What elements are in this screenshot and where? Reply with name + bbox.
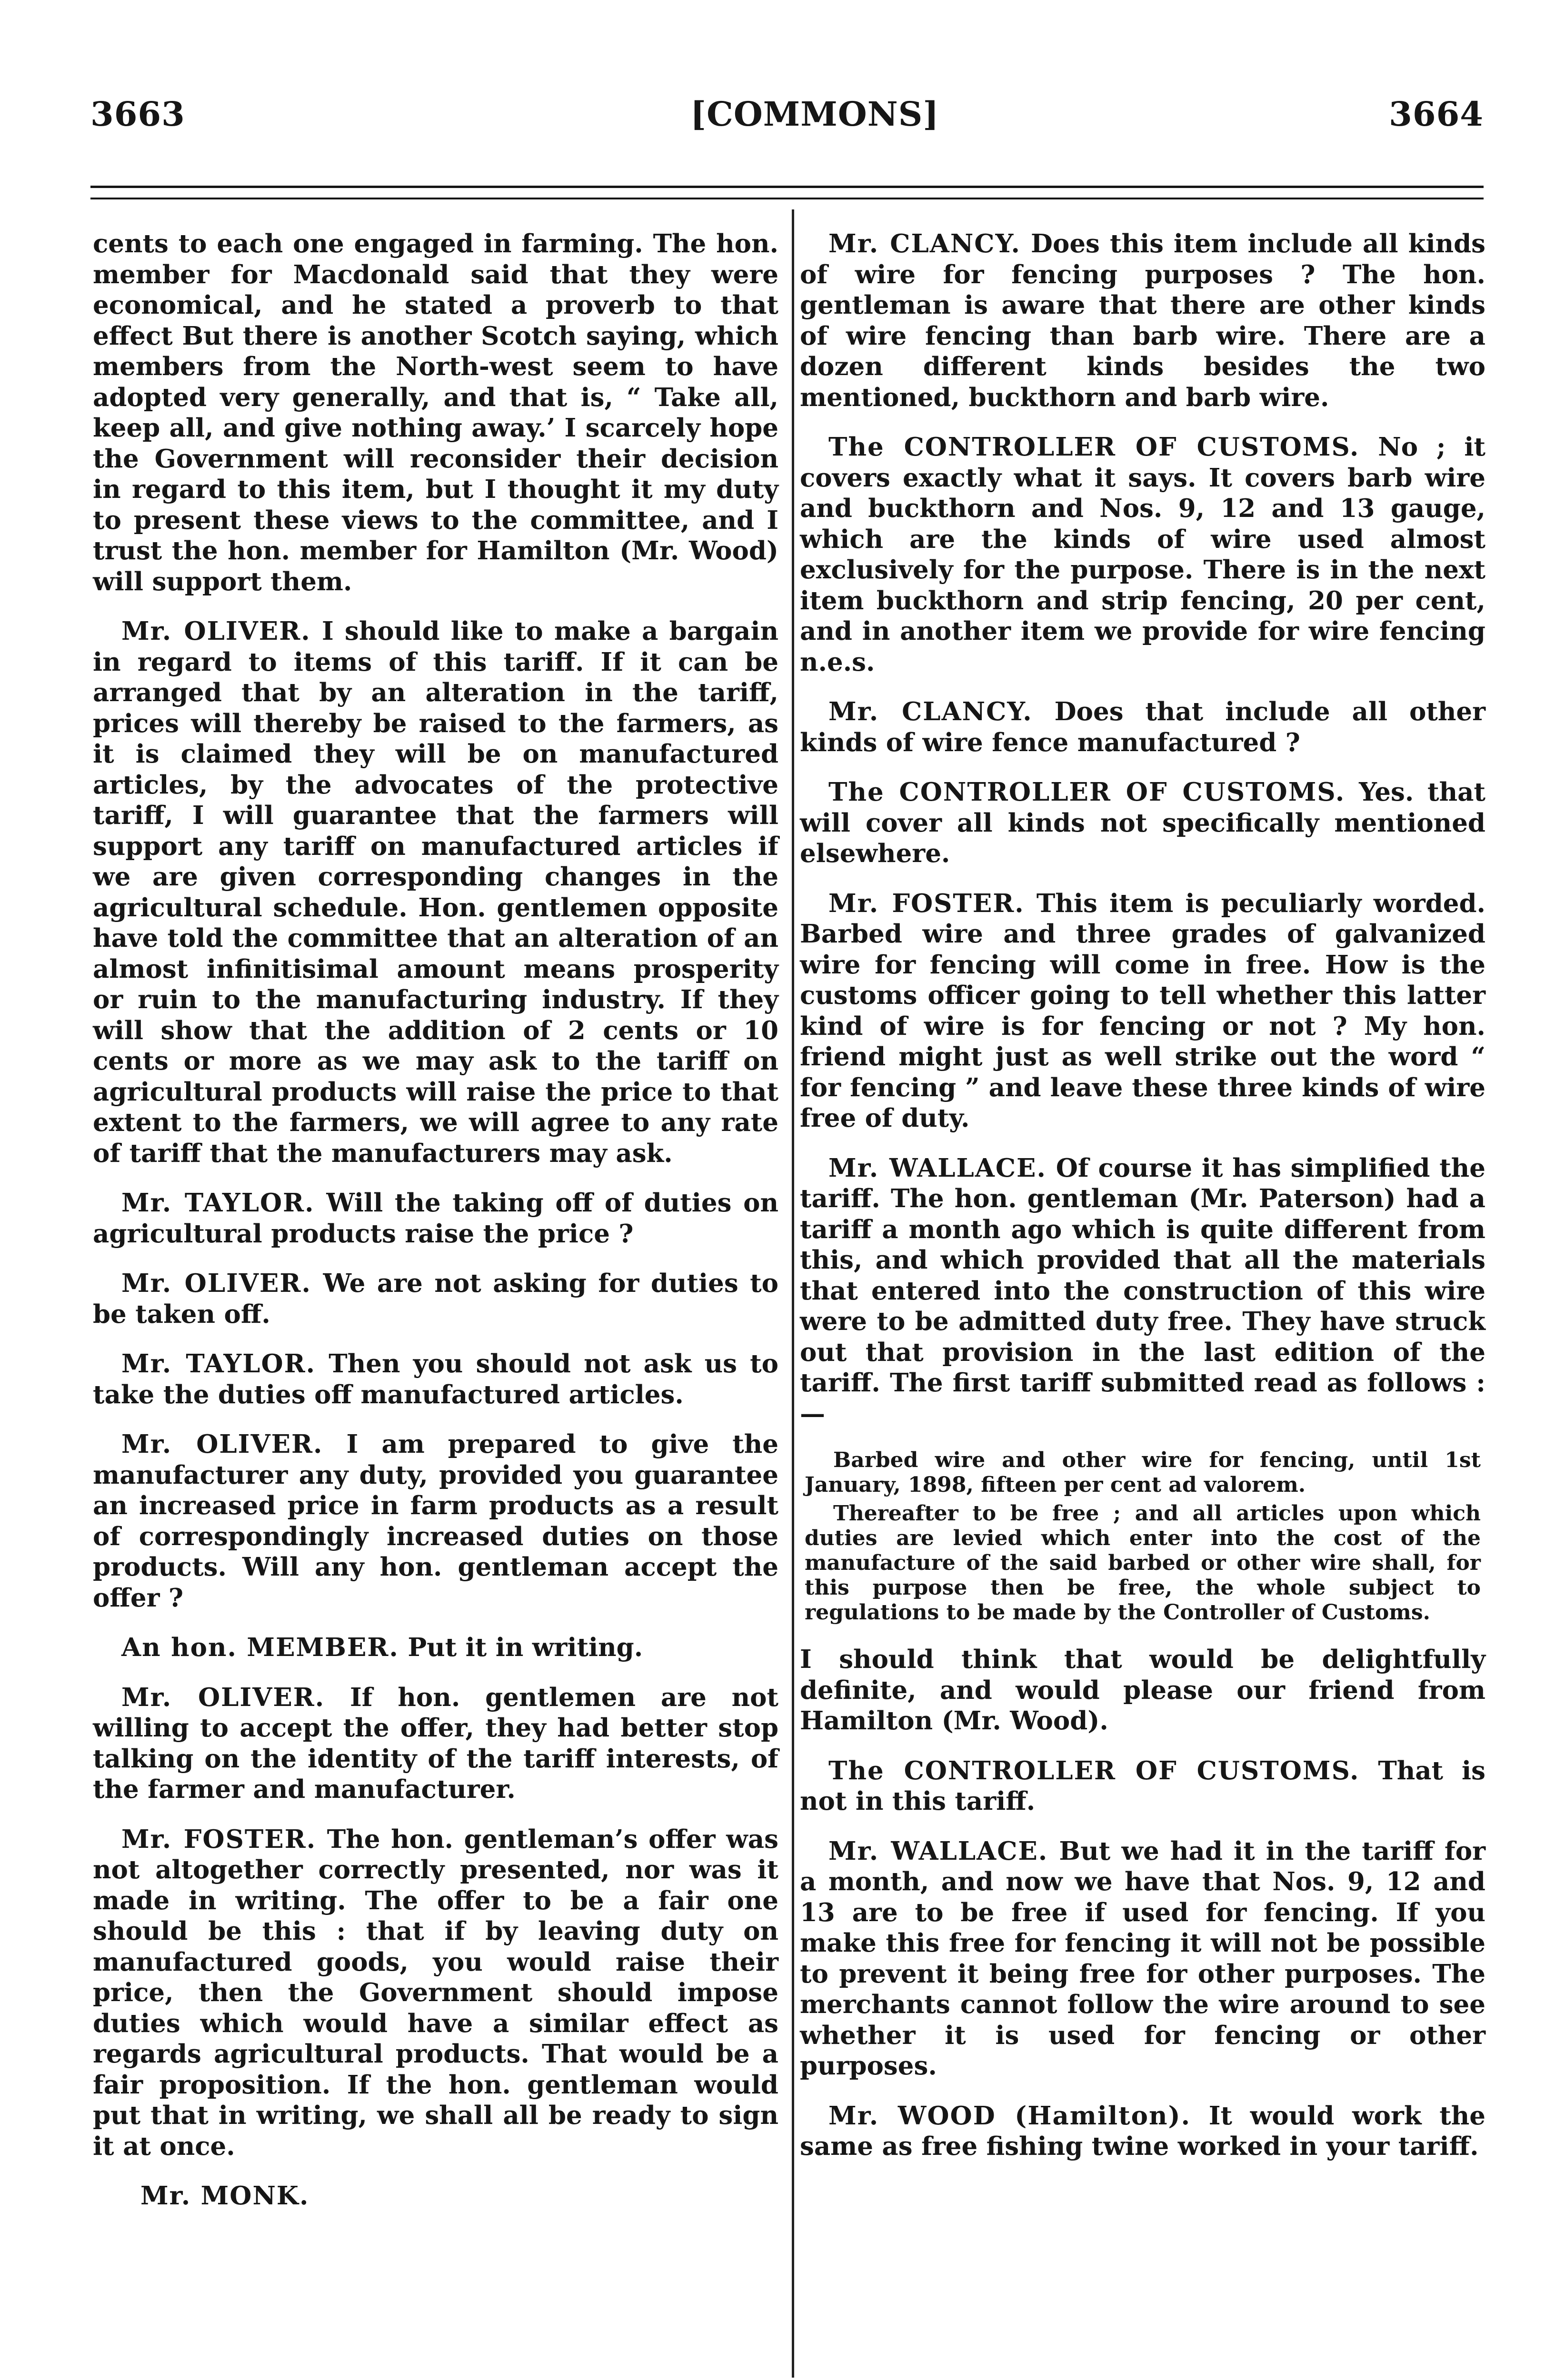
speech-text: This item is peculiarly worded. Barbed wire and three grades of galvanized wire for fencing will come in free. How is the customs officer going to tell whether this latter kind of wire is for fencing or not ? My hon. friend might just as well strike out the word “ for fencing ” and leave these three kinds of wire free of duty. bbox=[800, 888, 1485, 1133]
quote-line: Barbed wire and other wire for fencing, until 1st January, 1898, fifteen per cent ad valorem. bbox=[805, 1448, 1481, 1497]
speech bbox=[800, 1836, 1485, 2082]
speaker-name: Mr. OLIVER. bbox=[121, 1429, 323, 1459]
speech-text: If hon. gentlemen are not willing to accept the offer, they had better stop talking on the identity of the tariff interests, of the farmer and manufacturer. bbox=[93, 1682, 778, 1804]
speech-text: We are not asking for duties to be taken off. bbox=[93, 1269, 779, 1329]
speaker-name: Mr. OLIVER. bbox=[121, 1269, 311, 1298]
speaker-name: Mr. CLANCY. bbox=[828, 229, 1021, 258]
speech bbox=[93, 2181, 778, 2211]
speech bbox=[800, 888, 1485, 1134]
speech bbox=[800, 1153, 1485, 1429]
paragraph bbox=[93, 228, 778, 597]
speech bbox=[93, 1268, 778, 1329]
speech-text: Will the taking off of duties on agricultural products raise the price ? bbox=[93, 1188, 778, 1249]
speaker-name: Mr. WALLACE. bbox=[828, 1836, 1048, 1866]
header-rule-bottom bbox=[90, 198, 1484, 199]
quote-line: Thereafter to be free ; and all articles upon which duties are levied which enter into the cost of the manufacture of the said barbed or other wire shall, for this purpose then be free, the whole subject to regulations to be made by the Controller of Customs. bbox=[805, 1501, 1481, 1625]
speech bbox=[93, 1682, 778, 1805]
speech-text: Put it in writing. bbox=[408, 1633, 643, 1662]
speech-text: Then you should not ask us to take the duties off manufactured articles. bbox=[93, 1349, 779, 1409]
speaker-name: Mr. WALLACE. bbox=[828, 1153, 1047, 1183]
speech bbox=[93, 616, 778, 1169]
speech bbox=[800, 228, 1485, 413]
speech-text: That is not in this tariff. bbox=[800, 1755, 1485, 1816]
speaker-name: Mr. FOSTER. bbox=[121, 1824, 317, 1854]
speech-text: Does that include all other kinds of wire fence manufactured ? bbox=[800, 697, 1486, 757]
speaker-name: The CONTROLLER OF CUSTOMS. bbox=[828, 777, 1346, 807]
page-number-right: 3664 bbox=[1389, 94, 1484, 134]
speech-text: The hon. gentleman’s offer was not altogether correctly presented, nor was it made in writing. The offer to be a fair one should be this : that if by leaving duty on manufactured goods, you would raise their price, then the Government should impose duties which would have a similar effect as regards agricultural products. That would be a fair proposition. If the hon. gentleman would put that in writing, we shall all be ready to sign it at once. bbox=[93, 1824, 778, 2161]
speech bbox=[800, 777, 1485, 869]
speech bbox=[93, 1632, 778, 1663]
paragraph-text: I should think that would be delightfully definite, and would please our friend from Hamilton (Mr. Wood). bbox=[800, 1645, 1485, 1735]
speaker-name: Mr. WOOD (Hamilton). bbox=[828, 2101, 1191, 2131]
speech-text: I am prepared to give the manufacturer any duty, provided you guarantee an increased price in farm products as a result of correspondingly increased duties on those products. Will any hon. gentleman accept the offer ? bbox=[93, 1429, 779, 1613]
speech bbox=[93, 1188, 778, 1249]
paragraph bbox=[800, 1644, 1485, 1736]
tariff-quotation bbox=[800, 1448, 1485, 1625]
speaker-name: Mr. CLANCY. bbox=[828, 697, 1033, 726]
speech bbox=[800, 2101, 1485, 2162]
speaker-name: The CONTROLLER OF CUSTOMS. bbox=[828, 432, 1360, 462]
speech-text: Does this item include all kinds of wire for fencing purposes ? The hon. gentleman is aware that there are other kinds of wire fencing than barb wire. There are a dozen different kinds besides the two mentioned, buckthorn and barb wire. bbox=[800, 229, 1486, 412]
speaker-name: Mr. MONK. bbox=[140, 2181, 309, 2211]
speech bbox=[800, 432, 1485, 677]
speech bbox=[800, 1755, 1485, 1817]
header-rule-top bbox=[90, 186, 1484, 188]
page-number-left: 3663 bbox=[90, 94, 185, 134]
speaker-name: Mr. TAYLOR. bbox=[121, 1349, 316, 1378]
speaker-name: Mr. OLIVER. bbox=[121, 616, 311, 646]
speech bbox=[93, 1429, 778, 1613]
paragraph-text: cents to each one engaged in farming. The hon. member for Macdonald said that they were economical, and he stated a proverb to that effect But there is another Scotch saying, which members from the North-west seem to have adopted very generally, and that is, “ Take all, keep all, and give nothing away.’ I scarcely hope the Government will reconsider their decision in regard to this item, but I thought it my duty to present these views to the committee, and I trust the hon. member for Hamilton (Mr. Wood) will support them. bbox=[93, 229, 778, 596]
column-divider bbox=[792, 209, 794, 2378]
speaker-name: Mr. FOSTER. bbox=[828, 888, 1025, 918]
speech-text: No ; it covers exactly what it says. It covers barb wire and buckthorn and Nos. 9, 12 and 13 gauge, which are the kinds of wire used almost exclusively for the purpose. There is in the next item buckthorn and strip fencing, 20 per cent, and in another item we provide for wire fencing n.e.s. bbox=[800, 432, 1485, 677]
speaker-name: Mr. OLIVER. bbox=[121, 1682, 325, 1712]
speech bbox=[93, 1824, 778, 2162]
speech-text: Of course it has simplified the tariff. The hon. gentleman (Mr. Paterson) had a tariff a month ago which is quite different from this, and which provided that all the materials that entered into the construction of this wire were to be admitted duty free. They have struck out that provision in the last edition of the tariff. The first tariff submitted read as follows :— bbox=[800, 1153, 1485, 1428]
speech-text: It would work the same as free fishing twine worked in your tariff. bbox=[800, 2101, 1485, 2161]
speech bbox=[800, 696, 1485, 758]
left-column bbox=[93, 228, 778, 2231]
speech bbox=[93, 1349, 778, 1410]
right-column bbox=[800, 228, 1485, 2181]
running-header: [COMMONS] bbox=[690, 94, 939, 134]
speech-text: But we had it in the tariff for a month, and now we have that Nos. 9, 12 and 13 are to be free if used for fencing. If you make this free for fencing it will not be possible to prevent it being free for other purposes. The merchants cannot follow the wire around to see whether it is used for fencing or other purposes. bbox=[800, 1836, 1485, 2081]
speaker-name: Mr. TAYLOR. bbox=[121, 1188, 315, 1218]
speaker-name: The CONTROLLER OF CUSTOMS. bbox=[828, 1755, 1360, 1785]
speech-text: I should like to make a bargain in regard to items of this tariff. If it can be arranged that by an alteration in the tariff, prices will thereby be raised to the farmers, as it is claimed they will be on manufactured articles, by the advocates of the protective tariff, I will guarantee that the farmers will support any tariff on manufactured articles if we are given corresponding changes in the agricultural schedule. Hon. gentlemen opposite have told the committee that an alteration of an almost infinitisimal amount means prosperity or ruin to the manufacturing industry. If they will show that the addition of 2 cents or 10 cents or more as we may ask to the tariff on agricultural products will raise the price to that extent to the farmers, we will agree to any rate of tariff that the manufacturers may ask. bbox=[93, 616, 779, 1168]
speaker-name: An hon. MEMBER. bbox=[121, 1633, 399, 1662]
speech-text: Yes. that will cover all kinds not specifically mentioned elsewhere. bbox=[800, 777, 1485, 868]
